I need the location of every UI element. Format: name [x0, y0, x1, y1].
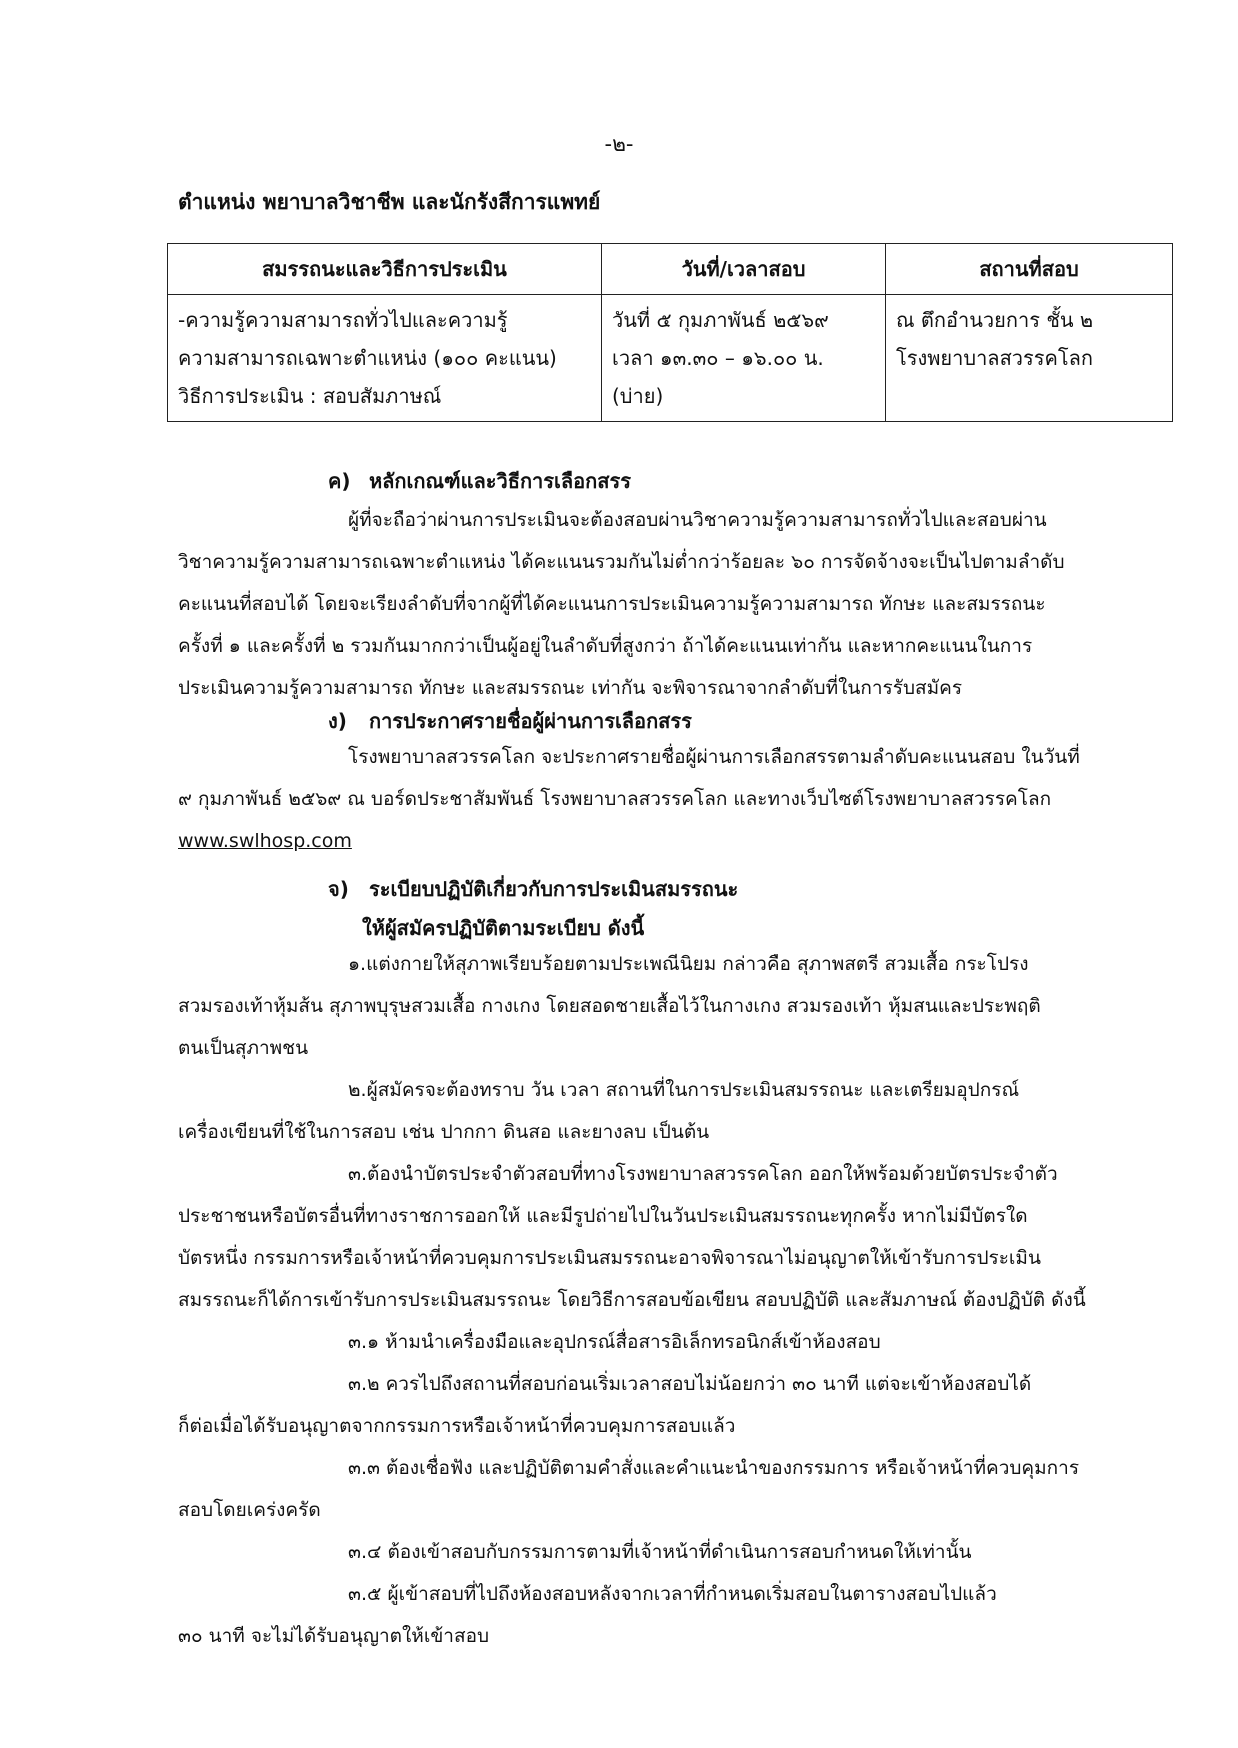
- section-e-label: จ): [328, 877, 349, 901]
- competency-line: -ความรู้ความสามารถทั่วไปและความรู้: [178, 308, 508, 332]
- datetime-line: วันที่ ๕ กุมภาพันธ์ ๒๕๖๙: [612, 308, 829, 332]
- header-competency: สมรรถนะและวิธีการประเมิน: [168, 244, 602, 295]
- rule-line: ๓.๔ ต้องเข้าสอบกับกรรมการตามที่เจ้าหน้าที่ดำเนินการสอบกำหนดให้เท่านั้น: [348, 1541, 972, 1563]
- rule-line: สอบโดยเคร่งครัด: [178, 1499, 321, 1521]
- rule-line: ประชาชนหรือบัตรอื่นที่ทางราชการออกให้ และมีรูปถ่ายไปในวันประเมินสมรรถนะทุกครั้ง หากไม่มีบัตรใด: [178, 1205, 1028, 1227]
- rule-line: ๓.๕ ผู้เข้าสอบที่ไปถึงห้องสอบหลังจากเวลาที่กำหนดเริ่มสอบในตารางสอบไปแล้ว: [348, 1583, 997, 1605]
- website-link[interactable]: www.swlhosp.com: [178, 830, 352, 852]
- rule-line: ตนเป็นสุภาพชน: [178, 1037, 309, 1059]
- section-c-label: ค): [328, 469, 351, 493]
- cell-venue: [886, 295, 1173, 422]
- rule-line: สวมรองเท้าหุ้มส้น สุภาพบุรุษสวมเสื้อ กางเกง โดยสอดชายเสื้อไว้ในกางเกง สวมรองเท้า หุ้มสนและประพฤติ: [178, 995, 1041, 1017]
- table-row: [168, 295, 1173, 422]
- section-c-title: หลักเกณฑ์และวิธีการเลือกสรร: [368, 469, 631, 493]
- cell-competency: [168, 295, 602, 422]
- section-e-subtitle: ให้ผู้สมัครปฏิบัติตามระเบียบ ดังนี้: [362, 916, 645, 940]
- venue-line: โรงพยาบาลสวรรคโลก: [896, 346, 1093, 370]
- exam-schedule-table: [167, 243, 1173, 422]
- paragraph-line: ๙ กุมภาพันธ์ ๒๕๖๙ ณ บอร์ดประชาสัมพันธ์ โรงพยาบาลสวรรคโลก และทางเว็บไซต์โรงพยาบาลสวรรคโลก: [178, 788, 1052, 810]
- paragraph-line: ประเมินความรู้ความสามารถ ทักษะ และสมรรถนะ เท่ากัน จะพิจารณาจากลำดับที่ในการรับสมัคร: [178, 677, 963, 699]
- section-e-heading: [328, 873, 738, 905]
- paragraph-line: โรงพยาบาลสวรรคโลก จะประกาศรายชื่อผู้ผ่านการเลือกสรรตามลำดับคะแนนสอบ ในวันที่: [348, 746, 1080, 768]
- section-c-paragraph: [178, 499, 1128, 709]
- datetime-line: (บ่าย): [612, 384, 664, 408]
- rule-line: บัตรหนึ่ง กรรมการหรือเจ้าหน้าที่ควบคุมการประเมินสมรรถนะอาจพิจารณาไม่อนุญาตให้เข้ารับการประเมิน: [178, 1247, 1041, 1269]
- header-datetime: วันที่/เวลาสอบ: [602, 244, 886, 295]
- competency-line: ความสามารถเฉพาะตำแหน่ง (๑๐๐ คะแนน): [178, 346, 557, 370]
- rule-line: ๑.แต่งกายให้สุภาพเรียบร้อยตามประเพณีนิยม กล่าวคือ สุภาพสตรี สวมเสื้อ กระโปรง: [348, 953, 1029, 975]
- rule-line: ๓.ต้องนำบัตรประจำตัวสอบที่ทางโรงพยาบาลสวรรคโลก ออกให้พร้อมด้วยบัตรประจำตัว: [348, 1163, 1058, 1185]
- section-e-paragraph: [178, 943, 1128, 1657]
- header-venue: สถานที่สอบ: [886, 244, 1173, 295]
- cell-datetime: [602, 295, 886, 422]
- venue-line: ณ ตึกอำนวยการ ชั้น ๒: [896, 308, 1094, 332]
- rule-line: ๓.๒ ควรไปถึงสถานที่สอบก่อนเริ่มเวลาสอบไม่น้อยกว่า ๓๐ นาที แต่จะเข้าห้องสอบได้: [348, 1373, 1032, 1395]
- rule-line: ๒.ผู้สมัครจะต้องทราบ วัน เวลา สถานที่ในการประเมินสมรรถนะ และเตรียมอุปกรณ์: [348, 1079, 1020, 1101]
- section-c-heading: [328, 465, 631, 497]
- paragraph-line: ครั้งที่ ๑ และครั้งที่ ๒ รวมกันมากกว่าเป็นผู้อยู่ในลำดับที่สูงกว่า ถ้าได้คะแนนเท่ากัน และหากคะแนนในการ: [178, 635, 1033, 657]
- table-header-row: [168, 244, 1173, 295]
- paragraph-line: วิชาความรู้ความสามารถเฉพาะตำแหน่ง ได้คะแนนรวมกันไม่ต่ำกว่าร้อยละ ๖๐ การจัดจ้างจะเป็นไปตามลำดับ: [178, 551, 1065, 573]
- rule-line: ๓.๑ ห้ามนำเครื่องมือและอุปกรณ์สื่อสารอิเล็กทรอนิกส์เข้าห้องสอบ: [348, 1331, 881, 1353]
- section-d-title: การประกาศรายชื่อผู้ผ่านการเลือกสรร: [368, 709, 692, 733]
- section-e-title: ระเบียบปฏิบัติเกี่ยวกับการประเมินสมรรถนะ: [368, 877, 739, 901]
- page-number: -๒-: [604, 132, 634, 156]
- rule-line: ๓.๓ ต้องเชื่อฟัง และปฏิบัติตามคำสั่งและคำแนะนำของกรรมการ หรือเจ้าหน้าที่ควบคุมการ: [348, 1457, 1080, 1479]
- website-line: [178, 820, 1128, 862]
- paragraph-line: ผู้ที่จะถือว่าผ่านการประเมินจะต้องสอบผ่านวิชาความรู้ความสามารถทั่วไปและสอบผ่าน: [348, 509, 1047, 531]
- rule-line: สมรรถนะก็ได้การเข้ารับการประเมินสมรรถนะ โดยวิธีการสอบข้อเขียน สอบปฏิบัติ และสัมภาษณ์ ต้องปฏิบัติ ดังนี้: [178, 1289, 1086, 1311]
- section-d-paragraph: [178, 736, 1128, 862]
- position-title: ตำแหน่ง พยาบาลวิชาชีพ และนักรังสีการแพทย์: [178, 190, 601, 214]
- section-d-label: ง): [328, 709, 347, 733]
- rule-line: เครื่องเขียนที่ใช้ในการสอบ เช่น ปากกา ดินสอ และยางลบ เป็นต้น: [178, 1121, 710, 1143]
- section-d-heading: [328, 705, 692, 737]
- paragraph-line: คะแนนที่สอบได้ โดยจะเรียงลำดับที่จากผู้ที่ได้คะแนนการประเมินความรู้ความสามารถ ทักษะ และสมรรถนะ: [178, 593, 1046, 615]
- competency-line: วิธีการประเมิน : สอบสัมภาษณ์: [178, 384, 442, 408]
- rule-line: ๓๐ นาที จะไม่ได้รับอนุญาตให้เข้าสอบ: [178, 1625, 490, 1647]
- datetime-line: เวลา ๑๓.๓๐ – ๑๖.๐๐ น.: [612, 346, 824, 370]
- rule-line: ก็ต่อเมื่อได้รับอนุญาตจากกรรมการหรือเจ้าหน้าที่ควบคุมการสอบแล้ว: [178, 1415, 736, 1437]
